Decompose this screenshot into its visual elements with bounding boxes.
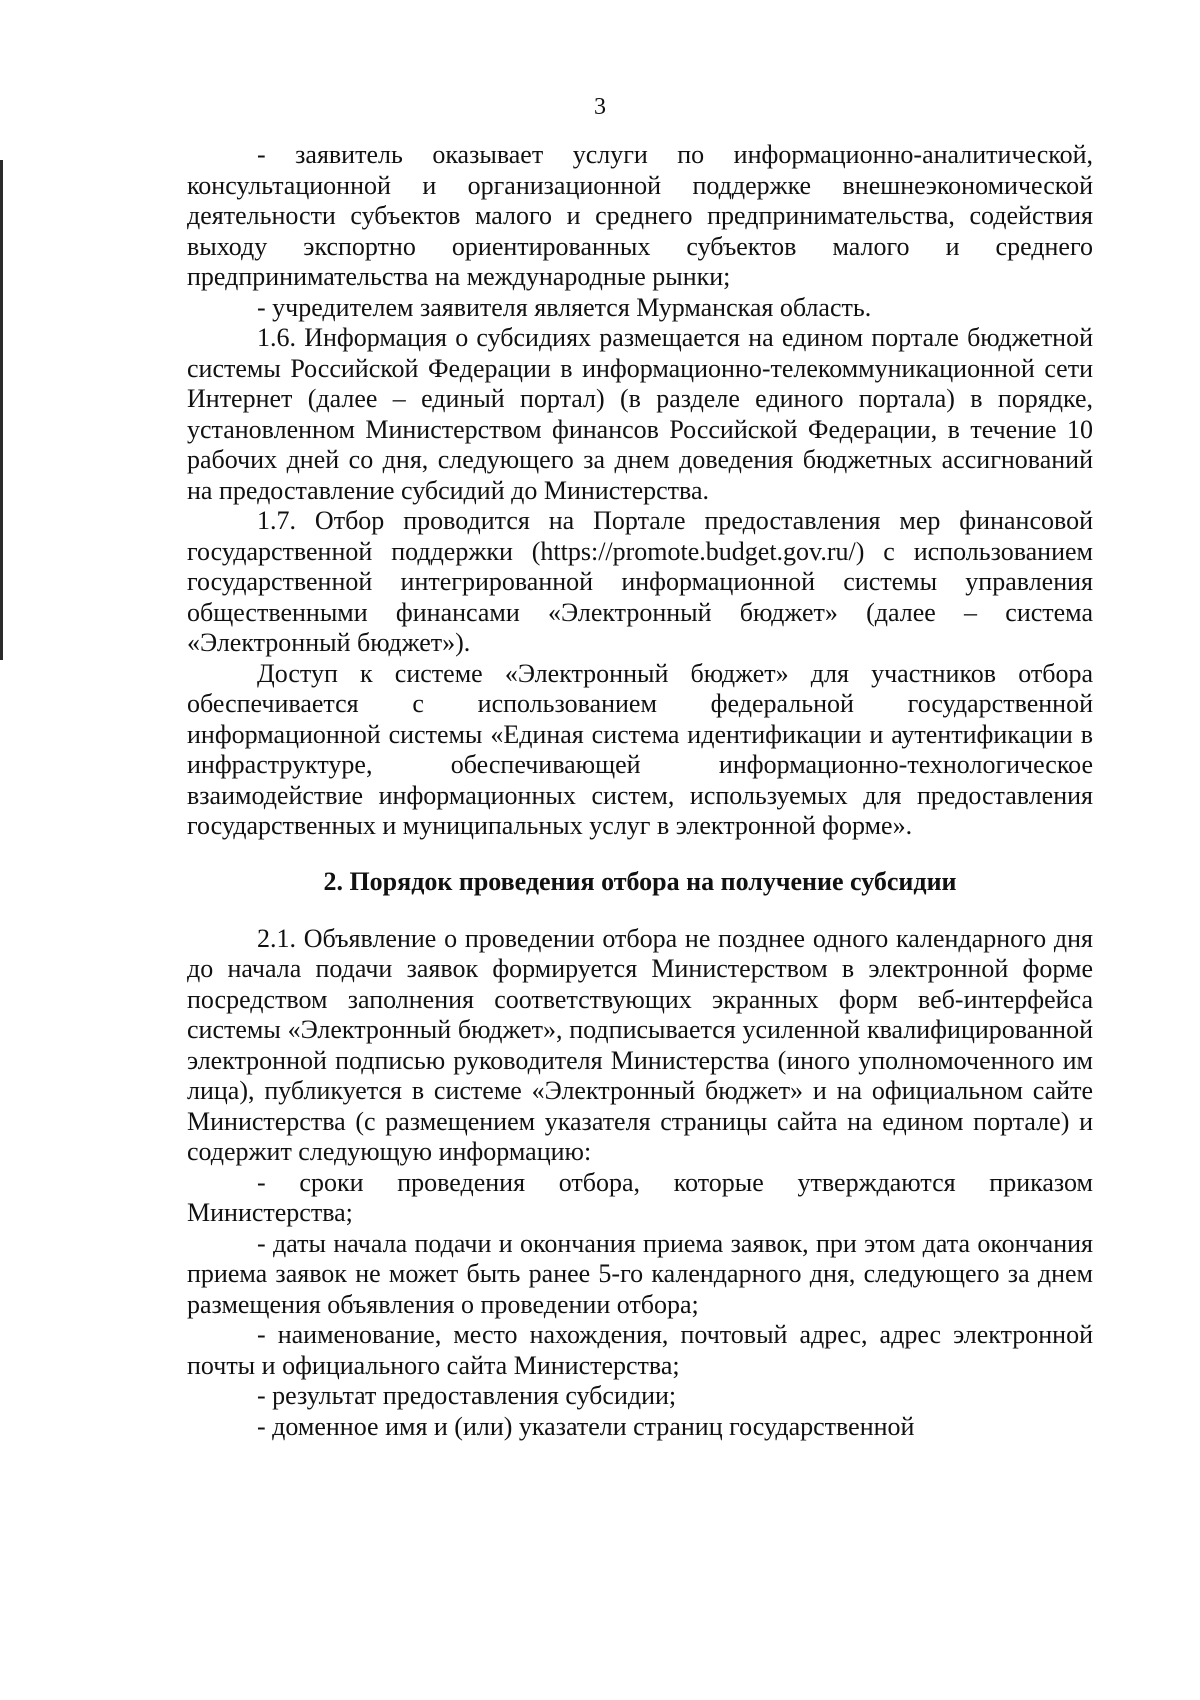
document-body <box>187 140 1093 1442</box>
paragraph-1-6: 1.6. Информация о субсидиях размещается на едином портале бюджетной системы Российской Федерации в информационно-телекоммуникационной сети Интернет (далее – единый портал) (в разделе единого портала) в порядке, установленном Министерством финансов Российской Федерации, в течение 10 рабочих дней со дня, следующего за днем доведения бюджетных ассигнований на предоставление субсидий до Министерства. <box>187 323 1093 505</box>
scan-edge-artifact <box>0 160 3 660</box>
list-item-domain-name: - доменное имя и (или) указатели страниц государственной <box>257 1411 915 1441</box>
paragraph-founder: - учредителем заявителя является Мурманская область. <box>257 292 872 322</box>
paragraph-1-7: 1.7. Отбор проводится на Портале предоставления мер финансовой государственной поддержки (https://promote.budget.gov.ru/) с использованием государственной интегрированной информационной системы управления общественными финансами «Электронный бюджет» (далее – система «Электронный бюджет»). <box>187 506 1093 657</box>
list-item-subsidy-result: - результат предоставления субсидии; <box>257 1381 677 1410</box>
section-heading: 2. Порядок проведения отбора на получение субсидии <box>323 866 957 896</box>
page-number: 3 <box>594 94 606 120</box>
paragraph-applicant-services: - заявитель оказывает услуги по информационно-аналитической, консультационной и организационной поддержке внешнеэкономической деятельности субъектов малого и среднего предпринимательства, содействия выходу экспортно ориентированных субъектов малого и среднего предпринимательства на международные рынки; <box>187 140 1093 291</box>
paragraph-access: Доступ к системе «Электронный бюджет» для участников отбора обеспечивается с использованием федеральной государственной информационной системы «Единая система идентификации и аутентификации в инфраструктуре, обеспечивающей информационно-технологическое взаимодействие информационных систем, используемых для предоставления государственных и муниципальных услуг в электронной форме». <box>187 658 1093 840</box>
paragraph-2-1: 2.1. Объявление о проведении отбора не позднее одного календарного дня до начала подачи заявок формируется Министерством в электронной форме посредством заполнения соответствующих экранных форм веб-интерфейса системы «Электронный бюджет», подписывается усиленной квалифицированной электронной подписью руководителя Министерства (иного уполномоченного им лица), публикуется в системе «Электронный бюджет» и на официальном сайте Министерства (с размещением указателя страницы сайта на едином портале) и содержит следующую информацию: <box>187 923 1093 1166</box>
list-item-application-dates: - даты начала подачи и окончания приема заявок, при этом дата окончания приема заявок не может быть ранее 5-го календарного дня, следующего за днем размещения объявления о проведении отбора; <box>187 1228 1093 1319</box>
list-item-dates: - сроки проведения отбора, которые утверждаются приказом Министерства; <box>187 1167 1093 1227</box>
list-item-ministry-contacts: - наименование, место нахождения, почтовый адрес, адрес электронной почты и официального сайта Министерства; <box>187 1320 1093 1380</box>
